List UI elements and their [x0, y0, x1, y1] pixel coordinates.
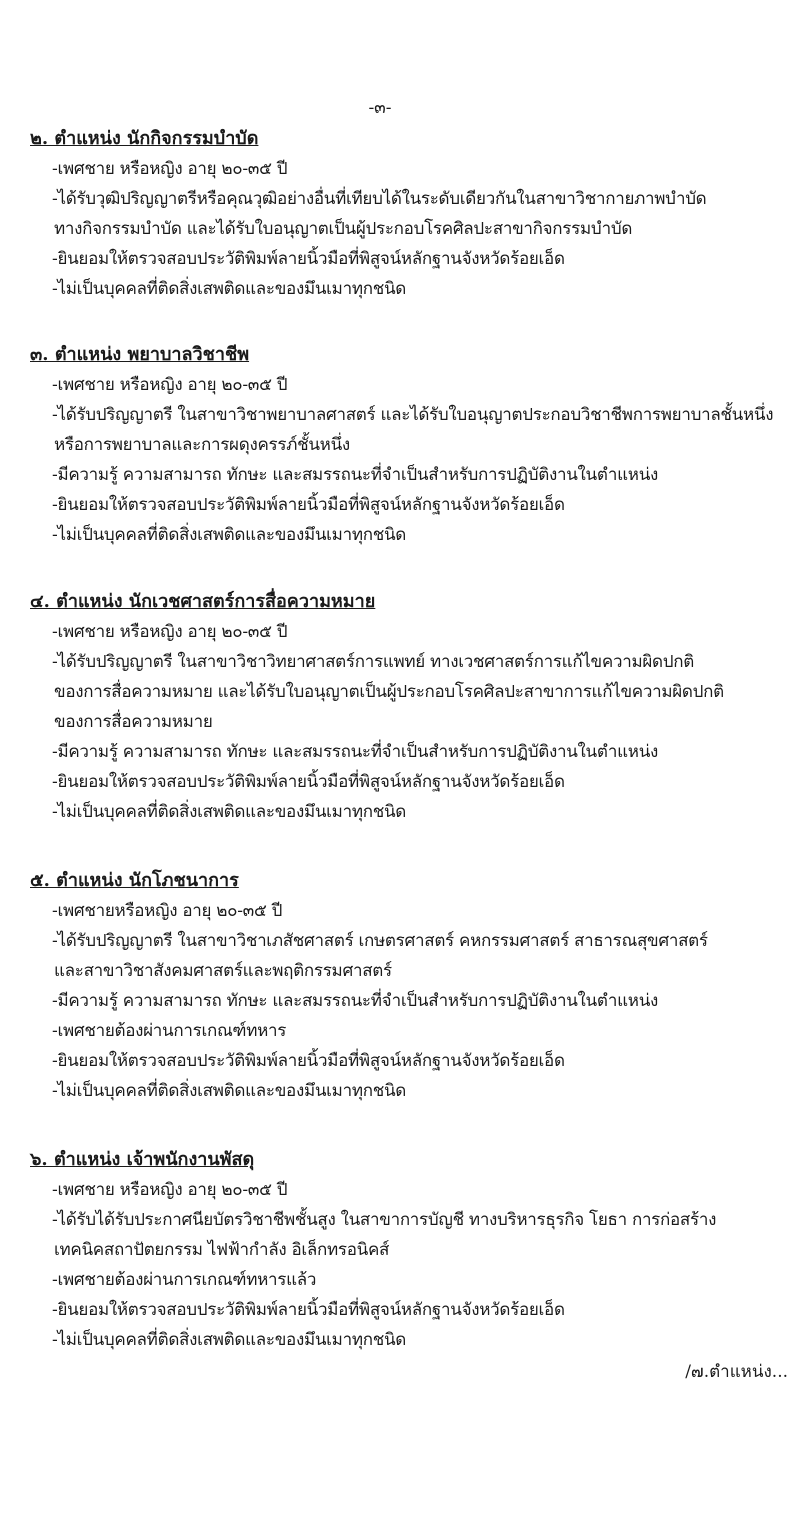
requirement-item: -ยินยอมให้ตรวจสอบประวัติพิมพ์ลายนิ้วมือที่พิสูจน์หลักฐานจังหวัดร้อยเอ็ด — [52, 1051, 565, 1071]
section-supplies-officer — [30, 1145, 795, 1355]
section-speech-pathologist — [30, 587, 795, 827]
requirement-item: -เพศชาย หรือหญิง อายุ ๒๐-๓๕ ปี — [52, 1180, 288, 1200]
requirement-item: -ได้รับปริญญาตรี ในสาขาวิชาวิทยาศาสตร์การแพทย์ ทางเวชศาสตร์การแก้ไขความผิดปกติ ของการสื่อความหมาย และได้รับใบอนุญาตเป็นผู้ประกอบโรคศิลปะสาขาการแก้ไขความผิดปกติ ของการสื่อความหมาย — [52, 652, 724, 732]
requirement-item: -เพศชาย หรือหญิง อายุ ๒๐-๓๕ ปี — [52, 375, 288, 395]
section-heading: ๓. ตำแหน่ง พยาบาลวิชาชีพ — [30, 344, 250, 365]
requirement-item: -ไม่เป็นบุคคลที่ติดสิ่งเสพติดและของมึนเมาทุกชนิด — [52, 1081, 407, 1101]
requirement-item: -ได้รับวุฒิปริญญาตรีหรือคุณวุฒิอย่างอื่นที่เทียบได้ในระดับเดียวกันในสาขาวิชากายภาพบำบัด ทางกิจกรรมบำบัด และได้รับใบอนุญาตเป็นผู้ประกอบโรคศิลปะสาขากิจกรรมบำบัด — [52, 189, 707, 239]
requirement-item: -ได้รับปริญญาตรี ในสาขาวิชาพยาบาลศาสตร์ และได้รับใบอนุญาตประกอบวิชาชีพการพยาบาลชั้นหนึ่ง หรือการพยาบาลและการผดุงครรภ์ชั้นหนึ่ง — [52, 405, 774, 455]
section-nutritionist — [30, 866, 795, 1106]
continuation-note: /๗.ตำแหน่ง... — [685, 1362, 788, 1382]
requirement-item: -เพศชาย หรือหญิง อายุ ๒๐-๓๕ ปี — [52, 622, 288, 642]
section-heading: ๔. ตำแหน่ง นักเวชศาสตร์การสื่อความหมาย — [30, 591, 376, 612]
requirement-item: -ไม่เป็นบุคคลที่ติดสิ่งเสพติดและของมึนเมาทุกชนิด — [52, 1330, 407, 1350]
requirement-item: -มีความรู้ ความสามารถ ทักษะ และสมรรถนะที่จำเป็นสำหรับการปฏิบัติงานในตำแหน่ง — [52, 465, 659, 485]
requirement-item: -ยินยอมให้ตรวจสอบประวัติพิมพ์ลายนิ้วมือที่พิสูจน์หลักฐานจังหวัดร้อยเอ็ด — [52, 495, 565, 515]
requirement-item: -เพศชายต้องผ่านการเกณฑ์ทหาร — [52, 1021, 287, 1041]
requirement-item: -เพศชาย หรือหญิง อายุ ๒๐-๓๕ ปี — [52, 159, 288, 179]
requirement-item: -ได้รับได้รับประกาศนียบัตรวิชาชีพชั้นสูง ในสาขาการบัญชี ทางบริหารธุรกิจ โยธา การก่อสร้าง เทคนิคสถาปัตยกรรม ไฟฟ้ากำลัง อิเล็กทรอนิคส์ — [52, 1210, 717, 1260]
requirement-item: -ไม่เป็นบุคคลที่ติดสิ่งเสพติดและของมึนเมาทุกชนิด — [52, 279, 407, 299]
requirement-item: -ไม่เป็นบุคคลที่ติดสิ่งเสพติดและของมึนเมาทุกชนิด — [52, 802, 407, 822]
section-occupational-therapist — [30, 124, 795, 304]
section-heading: ๕. ตำแหน่ง นักโภชนาการ — [30, 870, 239, 891]
section-registered-nurse — [30, 340, 795, 550]
requirement-item: -มีความรู้ ความสามารถ ทักษะ และสมรรถนะที่จำเป็นสำหรับการปฏิบัติงานในตำแหน่ง — [52, 991, 659, 1011]
requirement-item: -ยินยอมให้ตรวจสอบประวัติพิมพ์ลายนิ้วมือที่พิสูจน์หลักฐานจังหวัดร้อยเอ็ด — [52, 772, 565, 792]
requirement-item: -ยินยอมให้ตรวจสอบประวัติพิมพ์ลายนิ้วมือที่พิสูจน์หลักฐานจังหวัดร้อยเอ็ด — [52, 1300, 565, 1320]
section-heading: ๖. ตำแหน่ง เจ้าพนักงานพัสดุ — [30, 1149, 255, 1170]
requirement-item: -ได้รับปริญญาตรี ในสาขาวิชาเภสัชศาสตร์ เกษตรศาสตร์ คหกรรมศาสตร์ สาธารณสุขศาสตร์ และสาขาวิชาสังคมศาสตร์และพฤติกรรมศาสตร์ — [52, 931, 708, 981]
requirement-item: -ไม่เป็นบุคคลที่ติดสิ่งเสพติดและของมึนเมาทุกชนิด — [52, 525, 407, 545]
requirement-item: -เพศชายหรือหญิง อายุ ๒๐-๓๕ ปี — [52, 901, 283, 921]
requirement-item: -มีความรู้ ความสามารถ ทักษะ และสมรรถนะที่จำเป็นสำหรับการปฏิบัติงานในตำแหน่ง — [52, 742, 659, 762]
page-number: -๓- — [368, 98, 392, 118]
requirement-item: -ยินยอมให้ตรวจสอบประวัติพิมพ์ลายนิ้วมือที่พิสูจน์หลักฐานจังหวัดร้อยเอ็ด — [52, 249, 565, 269]
requirement-item: -เพศชายต้องผ่านการเกณฑ์ทหารแล้ว — [52, 1270, 317, 1290]
section-heading: ๒. ตำแหน่ง นักกิจกรรมบำบัด — [30, 128, 259, 149]
